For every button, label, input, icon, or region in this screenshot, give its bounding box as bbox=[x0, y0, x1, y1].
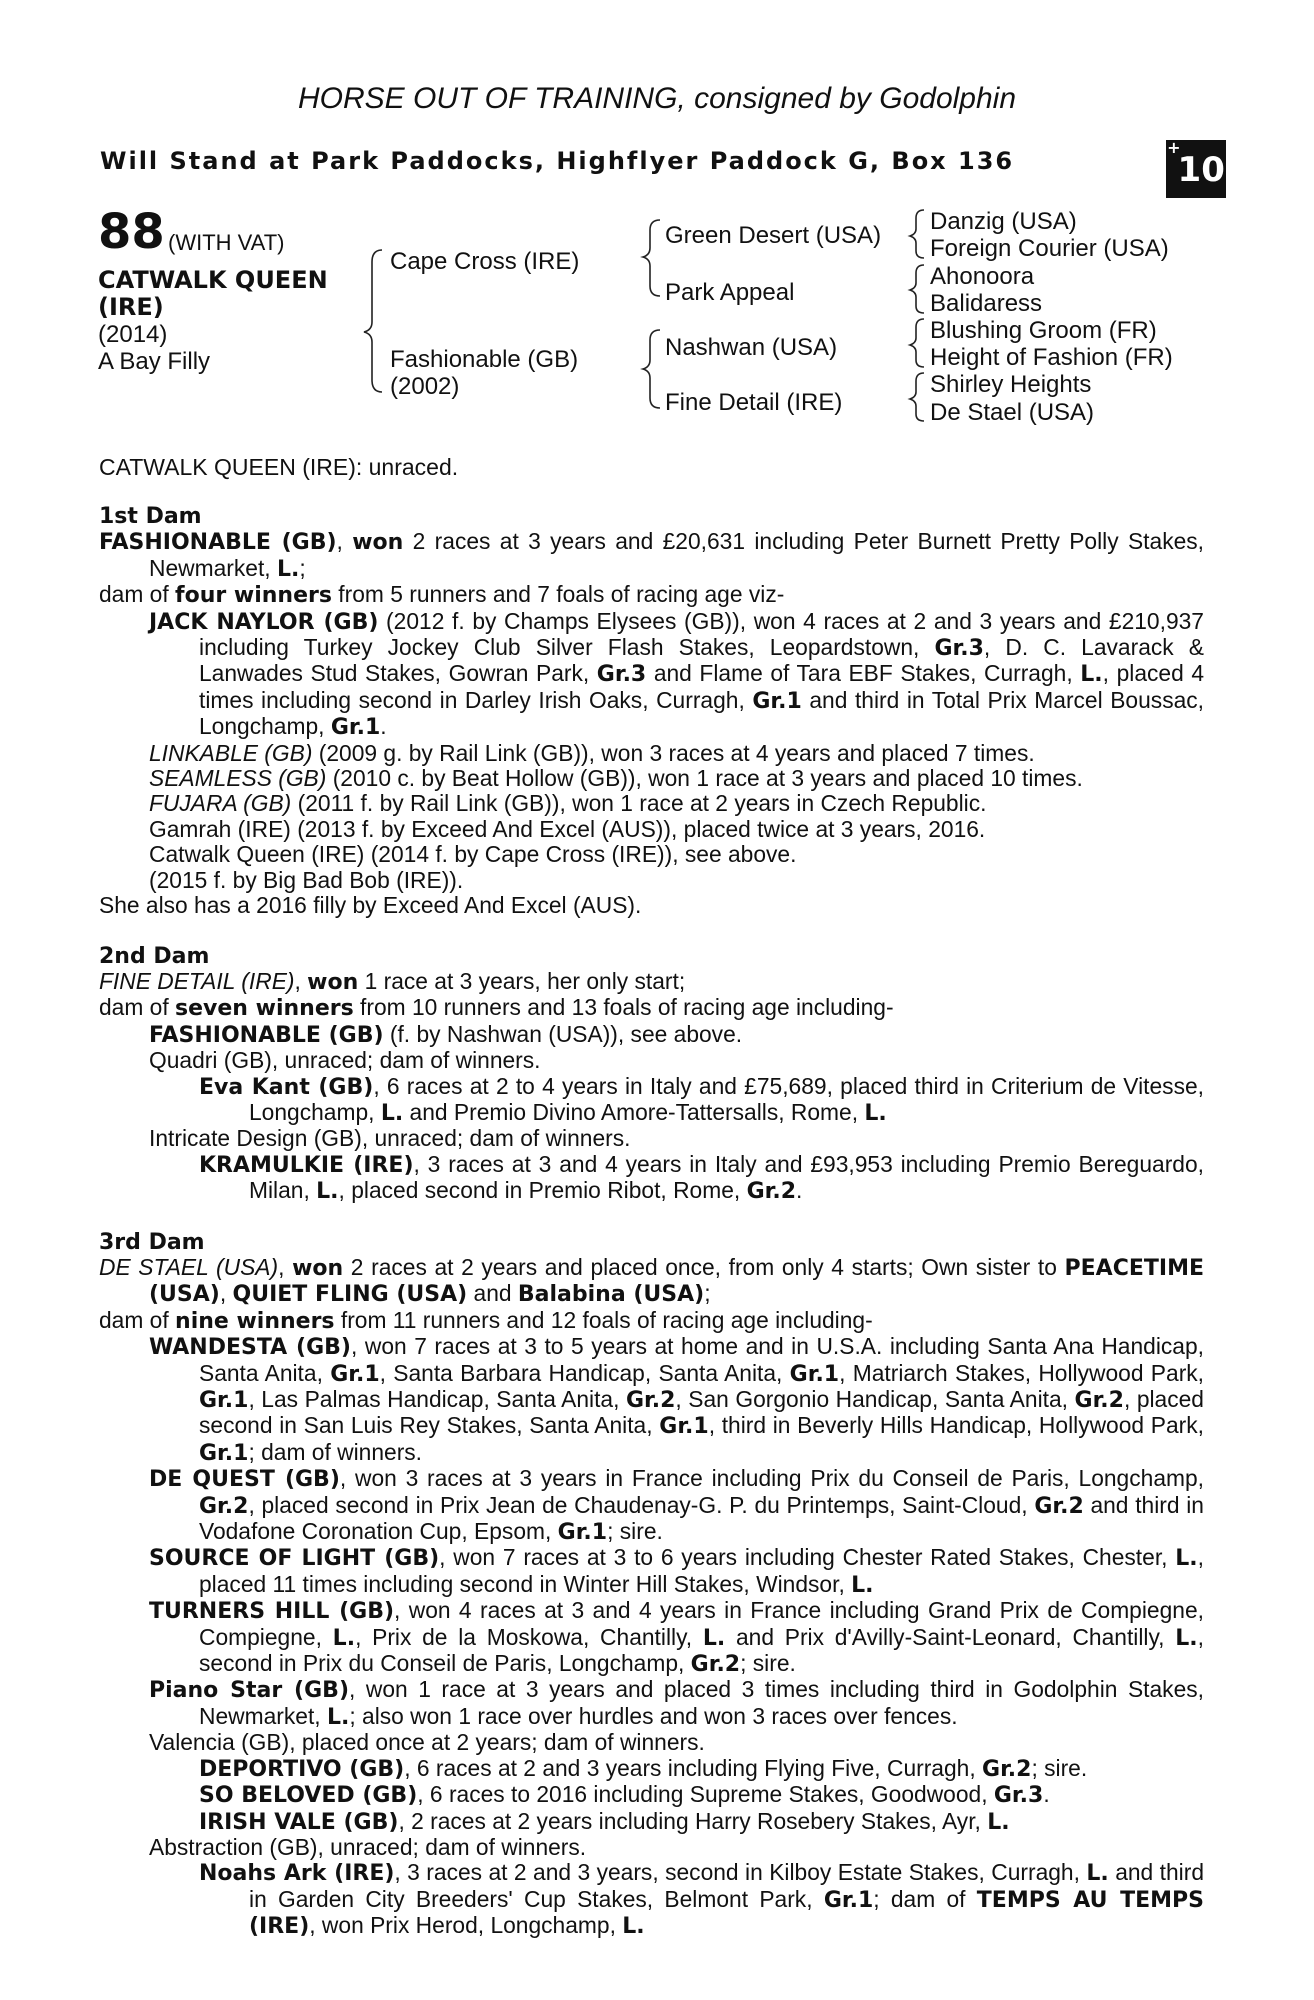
pedigree-sire: Cape Cross (IRE) bbox=[390, 248, 580, 275]
lot-number: 88 bbox=[98, 204, 165, 260]
gen3-brace-3 bbox=[910, 319, 924, 367]
gen2-brace-sire bbox=[643, 220, 660, 296]
produce-kramulkie: KRAMULKIE (IRE), 3 races at 3 and 4 years in Italy and £93,953 including Premio Bereguardo, Milan, L., placed second in Premio Ribot, Rome, Gr.2. bbox=[199, 1150, 1204, 1205]
produce-wandesta: WANDESTA (GB), won 7 races at 3 to 5 years at home and in U.S.A. including Santa Ana Handicap, Santa Anita, Gr.1, Santa Barbara Handicap, Santa Anita, Gr.1, Matriarch Stakes, Hollywood Park, Gr.1, Las Palmas Handicap, Santa Anita, Gr.2, San Gorgonio Handicap, Santa Anita, Gr.2, placed second in San Luis Rey Stakes, Santa Anita, Gr.1, third in Beverly Hills Handicap, Hollywood Park, Gr.1; dam of winners. bbox=[149, 1333, 1205, 1466]
produce-jack-naylor: JACK NAYLOR (GB) (2012 f. by Champs Elysees (GB)), won 4 races at 2 and 3 years and £210,937 including Turkey Jockey Club Silver Flash Stakes, Leopardstown, Gr.3, D. C. Lavarack & Lanwades Stud Stakes, Gowran Park, Gr.3 and Flame of Tara EBF Stakes, Curragh, L., placed 4 times including second in Darley Irish Oaks, Curragh, Gr.1 and third in Total Prix Marcel Boussac, Longchamp, Gr.1. bbox=[149, 607, 1205, 741]
pedigree-g3-7: Shirley Heights bbox=[930, 371, 1092, 398]
horse-year: (2014) bbox=[98, 321, 168, 348]
produce-piano-star: Piano Star (GB), won 1 race at 3 years and placed 3 times including third in Godolphin Stakes, Newmarket, L.; also won 1 race over hurdles and won 3 races over fences. bbox=[149, 1676, 1204, 1730]
tag-symbol: + bbox=[1167, 138, 1181, 157]
produce-irish-vale: IRISH VALE (GB), 2 races at 2 years including Harry Rosebery Stakes, Ayr, L. bbox=[199, 1807, 1010, 1835]
produce-gamrah: Gamrah (IRE) (2013 f. by Exceed And Excel (AUS)), placed twice at 3 years, 2016. bbox=[149, 815, 986, 842]
pedigree-dam: Fashionable (GB) bbox=[390, 346, 579, 373]
race-record-summary: CATWALK QUEEN (IRE): unraced. bbox=[99, 454, 459, 480]
produce-fashionable: FASHIONABLE (GB) (f. by Nashwan (USA)), see above. bbox=[149, 1020, 743, 1048]
produce-fujara: FUJARA (GB) (2011 f. by Rail Link (GB)), won 1 race at 2 years in Czech Republic. bbox=[149, 790, 987, 817]
produce-eva-kant: Eva Kant (GB), 6 races at 2 to 4 years in Italy and £75,689, placed third in Criterium de Vitesse, Longchamp, L. and Premio Divino Amore-Tattersalls, Rome, L. bbox=[199, 1072, 1204, 1126]
second-dam-produce-summary: dam of seven winners from 10 runners and 13 foals of racing age including- bbox=[99, 994, 894, 1022]
page-header-title: HORSE OUT OF TRAINING, consigned by Godolphin bbox=[297, 82, 1017, 115]
pedigree-dam-sire: Nashwan (USA) bbox=[665, 334, 838, 361]
produce-source-of-light: SOURCE OF LIGHT (GB), won 7 races at 3 to 6 years including Chester Rated Stakes, Chester, L., placed 11 times including second in Winter Hill Stakes, Windsor, L. bbox=[149, 1544, 1204, 1598]
pedigree-dam-year: (2002) bbox=[390, 373, 460, 400]
pedigree-g3-8: De Stael (USA) bbox=[930, 399, 1095, 426]
section-heading-second-dam: 2nd Dam bbox=[99, 943, 210, 969]
horse-name-line2: (IRE) bbox=[98, 293, 164, 321]
pedigree-sire-dam: Park Appeal bbox=[665, 279, 795, 306]
stand-location: Will Stand at Park Paddocks, Highflyer Paddock G, Box 136 bbox=[100, 147, 1015, 175]
pedigree-g3-4: Balidaress bbox=[930, 290, 1043, 317]
horse-name-line1: CATWALK QUEEN bbox=[98, 266, 328, 294]
section-heading-third-dam: 3rd Dam bbox=[99, 1229, 205, 1255]
first-dam-produce-summary: dam of four winners from 5 runners and 7 foals of racing age viz- bbox=[99, 581, 785, 609]
vat-note: (WITH VAT) bbox=[168, 230, 285, 255]
second-dam-record: FINE DETAIL (IRE), won 1 race at 3 years, her only start; bbox=[99, 967, 686, 995]
third-dam-record: DE STAEL (USA), won 2 races at 2 years and placed once, from only 4 starts; Own sister to PEACETIME (USA), QUIET FLING (USA) and Balabina (USA); bbox=[99, 1253, 1204, 1308]
produce-seamless: SEAMLESS (GB) (2010 c. by Beat Hollow (GB)), won 1 race at 3 years and placed 10 times. bbox=[149, 765, 1083, 792]
section-heading-first-dam: 1st Dam bbox=[99, 504, 202, 529]
first-dam-record: FASHIONABLE (GB), won 2 races at 3 years and £20,631 including Peter Burnett Pretty Polly Stakes, Newmarket, L.; bbox=[99, 528, 1205, 582]
pedigree-g3-2: Foreign Courier (USA) bbox=[930, 235, 1169, 262]
produce-de-quest: DE QUEST (GB), won 3 races at 3 years in France including Prix du Conseil de Paris, Longchamp, Gr.2, placed second in Prix Jean de Chaudenay-G. P. du Printemps, Saint-Cloud, Gr.2 and third in Vodafone Coronation Cup, Epsom, Gr.1; sire. bbox=[149, 1465, 1204, 1546]
produce-intricate-design: Intricate Design (GB), unraced; dam of winners. bbox=[149, 1125, 631, 1152]
pedigree-braces bbox=[0, 0, 1314, 440]
gen3-brace-1 bbox=[910, 210, 924, 258]
produce-so-beloved: SO BELOVED (GB), 6 races to 2016 including Supreme Stakes, Goodwood, Gr.3. bbox=[199, 1781, 1050, 1809]
gen2-brace-dam bbox=[643, 330, 660, 408]
produce-deportivo: DEPORTIVO (GB), 6 races at 2 and 3 years including Flying Five, Curragh, Gr.2; sire. bbox=[199, 1754, 1088, 1782]
produce-abstraction: Abstraction (GB), unraced; dam of winners. bbox=[149, 1833, 587, 1860]
produce-linkable: LINKABLE (GB) (2009 g. by Rail Link (GB)), won 3 races at 4 years and placed 7 times. bbox=[149, 739, 1035, 766]
pedigree-dam-dam: Fine Detail (IRE) bbox=[665, 389, 843, 416]
horse-description: A Bay Filly bbox=[98, 348, 211, 375]
produce-quadri: Quadri (GB), unraced; dam of winners. bbox=[149, 1047, 541, 1074]
gen3-brace-4 bbox=[910, 373, 924, 421]
produce-catwalk-queen: Catwalk Queen (IRE) (2014 f. by Cape Cross (IRE)), see above. bbox=[149, 841, 797, 868]
produce-noahs-ark: Noahs Ark (IRE), 3 races at 2 and 3 years, second in Kilboy Estate Stakes, Curragh, L. and third in Garden City Breeders' Cup Stakes, Belmont Park, Gr.1; dam of TEMPS AU TEMPS (IRE), won Prix Herod, Longchamp, L. bbox=[199, 1859, 1205, 1940]
produce-2015-filly: (2015 f. by Big Bad Bob (IRE)). bbox=[149, 866, 464, 893]
pedigree-g3-3: Ahonoora bbox=[930, 263, 1035, 290]
pedigree-g3-6: Height of Fashion (FR) bbox=[930, 344, 1173, 371]
tag-number: 10 bbox=[1177, 150, 1225, 190]
catalogue-body bbox=[99, 504, 1204, 1940]
produce-2016-note: She also has a 2016 filly by Exceed And Excel (AUS). bbox=[99, 892, 642, 919]
pedigree-g3-5: Blushing Groom (FR) bbox=[930, 317, 1157, 344]
pedigree-sire-sire: Green Desert (USA) bbox=[665, 222, 882, 249]
pedigree-g3-1: Danzig (USA) bbox=[930, 208, 1077, 235]
gen1-brace bbox=[364, 250, 382, 392]
produce-turners-hill: TURNERS HILL (GB), won 4 races at 3 and 4 years in France including Grand Prix de Compiegne, Compiegne, L., Prix de la Moskowa, Chantilly, L. and Prix d'Avilly-Saint-Leonard, Chantilly, L., second in Prix du Conseil de Paris, Longchamp, Gr.2; sire. bbox=[149, 1597, 1204, 1678]
gen3-brace-2 bbox=[910, 265, 924, 313]
produce-valencia: Valencia (GB), placed once at 2 years; dam of winners. bbox=[149, 1729, 705, 1756]
third-dam-produce-summary: dam of nine winners from 11 runners and 12 foals of racing age including- bbox=[99, 1306, 873, 1334]
